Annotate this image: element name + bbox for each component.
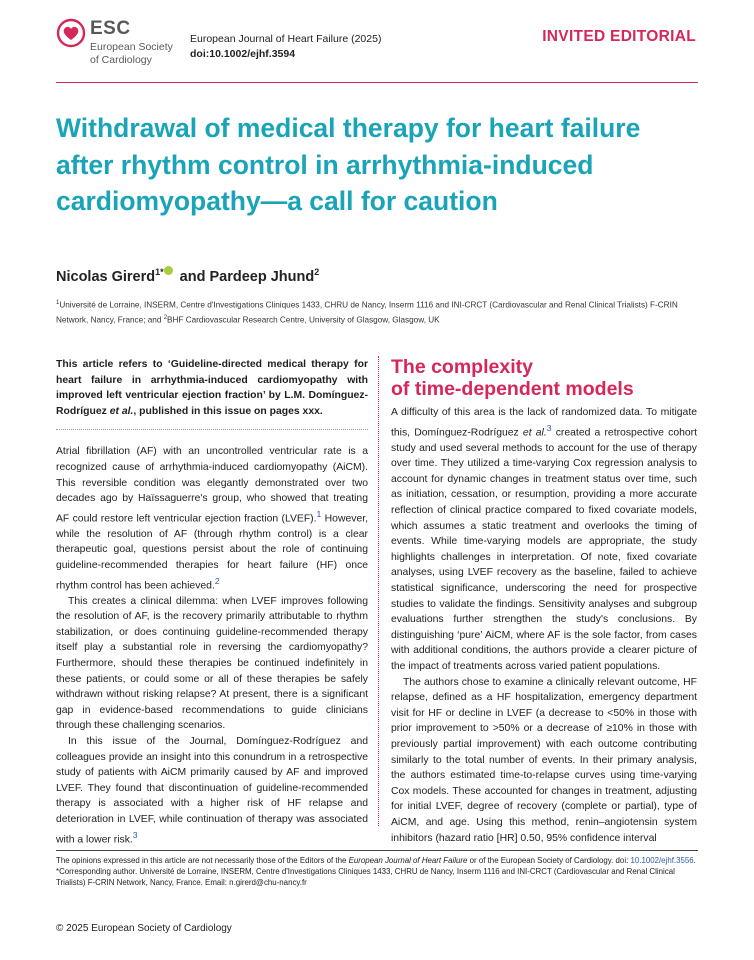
left-p1-text-b: However, while the resolution of AF (through rhythm control) is a clear therapeutic goal, questions persist about the role of continuing guideline-recommended therapies for heart failure (HF) once rhythm control has been achieved. xyxy=(56,513,368,592)
footnotes xyxy=(56,855,701,889)
left-paragraph-2: This creates a clinical dilemma: when LVEF improves following the resolution of AF, is the recovery primarily attributable to rhythm stabilization, or does continuing guideline-recommended therapy itself play a substantial role in reversing the cardiomyopathy? Furthermore, should these therapies be continued indefinitely in these patients, or could some or all of these therapies be safely withdrawn without risking relapse? At present, there is a significant gap in evidence-based recommendations to guide clinicians through these challenging scenarios. xyxy=(56,595,368,732)
journal-name: European Journal of Heart Failure (2025) xyxy=(190,33,382,45)
header-divider xyxy=(56,82,698,83)
page-header xyxy=(0,0,754,88)
heart-logo-icon xyxy=(56,18,86,48)
affil-sup-2: 2 xyxy=(163,315,168,322)
refers-text-b: , published in this issue on pages xxx. xyxy=(133,405,323,417)
affil-sup-1: 1 xyxy=(56,300,60,306)
right-paragraph-2: The authors chose to examine a clinically relevant outcome, HF relapse, defined as a HF hospitalization, emergency department visit for HF or decline in LVEF (a decrease to <50% in those with prior improvement to >50% or a decrease of ≥10% in those with previously partial improvement) with each outcome contributing similarly to the total number of events. In their primary analysis, the authors estimated time-to-relapse curves using time-varying Cox models. These accounted for changes in treatment, adjusting for initial LVEF, degree of recovery (complete or partial), type of AiCM, and age. Using this method, renin–angiotensin system inhibitors (hazard ratio [HR] 0.50, 95% confidence interval xyxy=(391,676,697,844)
footnote-divider xyxy=(56,850,698,851)
affil-text-2: BHF Cardiovascular Research Centre, University of Glasgow, Glasgow, UK xyxy=(167,315,440,325)
affil-text-1: Université de Lorraine, INSERM, Centre d'Investigations Cliniques 1433, CHRU de Nancy, Inserm 1116 and INI-CRCT (Cardiovascular and Renal Clinical Trialists) F-CRIN Network, Nancy, France; and xyxy=(56,300,678,325)
left-paragraph-1 xyxy=(56,444,368,593)
section-heading-line1: The complexity xyxy=(391,356,533,378)
editorial-note xyxy=(56,855,701,866)
left-p3-text: In this issue of the Journal, Domínguez-Rodríguez and colleagues provide an insight into this conundrum in a retrospective study of patients with AiCM primarily caused by AF and improved LVEF. They found that discontinuation of guideline-recommended therapy is associated with a higher risk of HF relapse and deterioration in LVEF, while continuation of therapy was associated with a lower risk. xyxy=(56,736,368,846)
article-type-badge: INVITED EDITORIAL xyxy=(542,28,696,45)
left-column xyxy=(56,357,368,848)
note-text-c: . xyxy=(693,856,696,865)
right-paragraph-1 xyxy=(391,405,697,675)
ref-link-3[interactable]: 3 xyxy=(132,829,138,840)
author-1-sup: 1* xyxy=(155,267,164,277)
note-text-a: The opinions expressed in this article are not necessarily those of the Editors of the xyxy=(56,856,349,865)
ref-link-3b[interactable]: 3 xyxy=(546,422,552,433)
author-line xyxy=(56,266,319,285)
left-p1-text-a: Atrial fibrillation (AF) with an uncontrolled ventricular rate is a recognized cause of arrhythmia-induced cardiomyopathy (AiCM). This reversible condition was elegantly demonstrated over two decades ago by Haïssaguerre's group, who showed that treating AF could restore left ventricular ejection fraction (LVEF). xyxy=(56,446,368,525)
right-p1-et-al: et al. xyxy=(522,427,547,439)
refers-note xyxy=(56,357,368,419)
note-doi-link[interactable]: 10.1002/ejhf.3556 xyxy=(630,856,694,865)
copyright: © 2025 European Society of Cardiology xyxy=(56,923,232,934)
right-p1-text-b: created a retrospective cohort study and used several methods to account for the use of therapy over time. They utilized a time-varying Cox regression analysis to account for dynamic changes in treatment status over time, such as initiation, cessation, or resumption, providing a more accurate reflection of clinical practice compared to fixed covariate models, which assumes a static treatment and overlooks the timing of events. While time-varying models are appropriate, the study highlights challenges in interpretation. Of note, fixed covariate analyses, using LVEF recovery as the baseline, failed to achieve statistical significance, underscoring the need for prospective studies to validate the findings. Sensitivity analyses and subgroup evaluations further strengthen the study's conclusions. By distinguishing ‘pure’ AiCM, where AF is the sole factor, from cases with additional conditions, the authors provide a clearer picture of the impact of treatments across varied patient populations. xyxy=(391,427,697,672)
logo-name: ESC xyxy=(90,18,131,39)
author-2-sup: 2 xyxy=(314,267,320,277)
column-divider xyxy=(378,356,379,826)
right-column xyxy=(391,356,697,846)
note-text-b: or of the European Society of Cardiology. doi: xyxy=(467,856,631,865)
journal-info xyxy=(190,32,381,62)
right-p1-text-a: A difficulty of this area is the lack of randomized data. To mitigate this, Domínguez-Rodríguez xyxy=(391,407,697,439)
section-heading xyxy=(391,356,697,400)
affiliations xyxy=(56,297,698,327)
refers-et-al: et al. xyxy=(109,405,134,417)
section-heading-line2: of time-dependent models xyxy=(391,378,634,400)
logo-subtitle-line1: European Society xyxy=(90,41,173,53)
corresponding-author: *Corresponding author. Université de Lorraine, INSERM, Centre d'Investigations Cliniques 1433, CHRU de Nancy, Inserm 1116 and INI-CRCT (Cardiovascular and Renal Clinical Trialists) F-CRIN Network, Nancy, France. Email: n.girerd@chu-nancy.fr xyxy=(56,867,675,888)
refers-text-a: This article refers to ‘Guideline-directed medical therapy for heart failure in arrhythmia-induced cardiomyopathy with improved left ventricular ejection fraction’ by L.M. Domínguez-Rodríguez xyxy=(56,359,368,417)
left-paragraph-3 xyxy=(56,734,368,848)
note-journal: European Journal of Heart Failure xyxy=(348,856,468,865)
author-1-name: Nicolas Girerd xyxy=(56,268,156,285)
journal-doi: doi:10.1002/ejhf.3594 xyxy=(190,48,296,60)
ref-link-2[interactable]: 2 xyxy=(214,575,220,586)
ref-link-1[interactable]: 1 xyxy=(316,508,322,519)
logo-subtitle xyxy=(90,41,190,67)
author-and: and Pardeep Jhund xyxy=(179,268,315,285)
logo-subtitle-line2: of Cardiology xyxy=(90,54,152,66)
esc-logo xyxy=(56,14,176,74)
orcid-icon[interactable] xyxy=(164,266,173,275)
article-title: Withdrawal of medical therapy for heart failure after rhythm control in arrhythmia-induced cardiomyopathy—a call for caution xyxy=(56,113,641,216)
refers-divider xyxy=(56,429,368,430)
